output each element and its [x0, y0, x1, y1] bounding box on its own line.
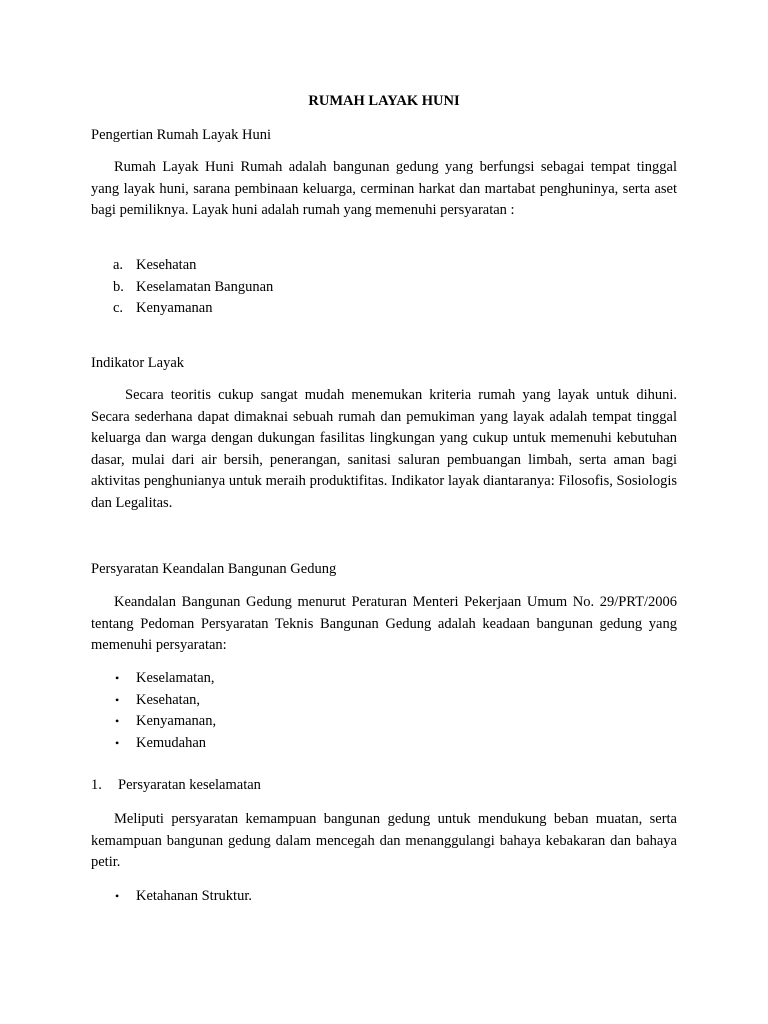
bullet-marker: •	[115, 735, 120, 750]
bullet-marker: •	[115, 714, 120, 728]
list-item-text: Kenyamanan	[136, 300, 213, 316]
list-marker: a.	[113, 257, 124, 273]
heading-text: Persyaratan keselamatan	[118, 777, 261, 793]
list-item-text: Ketahanan Struktur.	[136, 888, 252, 904]
heading-number: 1.	[91, 777, 102, 793]
section-heading-keandalan: Persyaratan Keandalan Bangunan Gedung	[91, 561, 337, 577]
list-item-text: Kesehatan,	[136, 691, 201, 708]
numbered-heading-keselamatan	[91, 775, 261, 797]
list-marker: b.	[113, 278, 124, 295]
bullet-marker: •	[115, 671, 120, 685]
section-heading-pengertian: Pengertian Rumah Layak Huni	[91, 127, 271, 143]
paragraph-keandalan: Keandalan Bangunan Gedung menurut Peraturan Menteri Pekerjaan Umum No. 29/PRT/2006 tentang Pedoman Persyaratan Teknis Bangunan Gedung adalah keadaan bangunan gedung yang memenuhi persyaratan:	[91, 594, 677, 653]
bullet-marker: •	[115, 692, 120, 707]
section-heading-indikator: Indikator Layak	[91, 355, 185, 371]
paragraph-keselamatan: Meliputi persyaratan kemampuan bangunan gedung untuk mendukung beban muatan, serta kemampuan bangunan gedung dalam mencegah dan menanggulangi bahaya kebakaran dan bahaya petir.	[91, 811, 677, 870]
list-item-text: Kemudahan	[136, 734, 207, 751]
list-marker: c.	[113, 300, 124, 316]
list-item-text: Kenyamanan,	[136, 713, 217, 729]
paragraph-pengertian: Rumah Layak Huni Rumah adalah bangunan gedung yang berfungsi sebagai tempat tinggal yang layak huni, sarana pembinaan keluarga, cerminan harkat dan martabat penghuninya, serta aset bagi pemiliknya. Layak huni adalah rumah yang memenuhi persyaratan :	[91, 159, 677, 218]
list-item-text: Keselamatan Bangunan	[136, 278, 274, 295]
list-item-text: Keselamatan,	[136, 670, 215, 686]
document-title: RUMAH LAYAK HUNI	[308, 93, 460, 109]
paragraph-indikator: Secara teoritis cukup sangat mudah menemukan kriteria rumah yang layak untuk dihuni. Secara sederhana dapat dimaknai sebuah rumah dan pemukiman yang layak adalah tempat tinggal keluarga dan warga dengan dukungan fasilitas lingkungan yang cukup untuk memenuhi kebutuhan dasar, mulai dari air bersih, penerangan, sanitasi saluran pembuangan limbah, serta aman bagi aktivitas penghunianya untuk meraih produktifitas. Indikator layak diantaranya: Filosofis, Sosiologis dan Legalitas.	[91, 387, 677, 511]
list-item-text: Kesehatan	[136, 257, 197, 273]
bullet-marker: •	[115, 889, 120, 903]
